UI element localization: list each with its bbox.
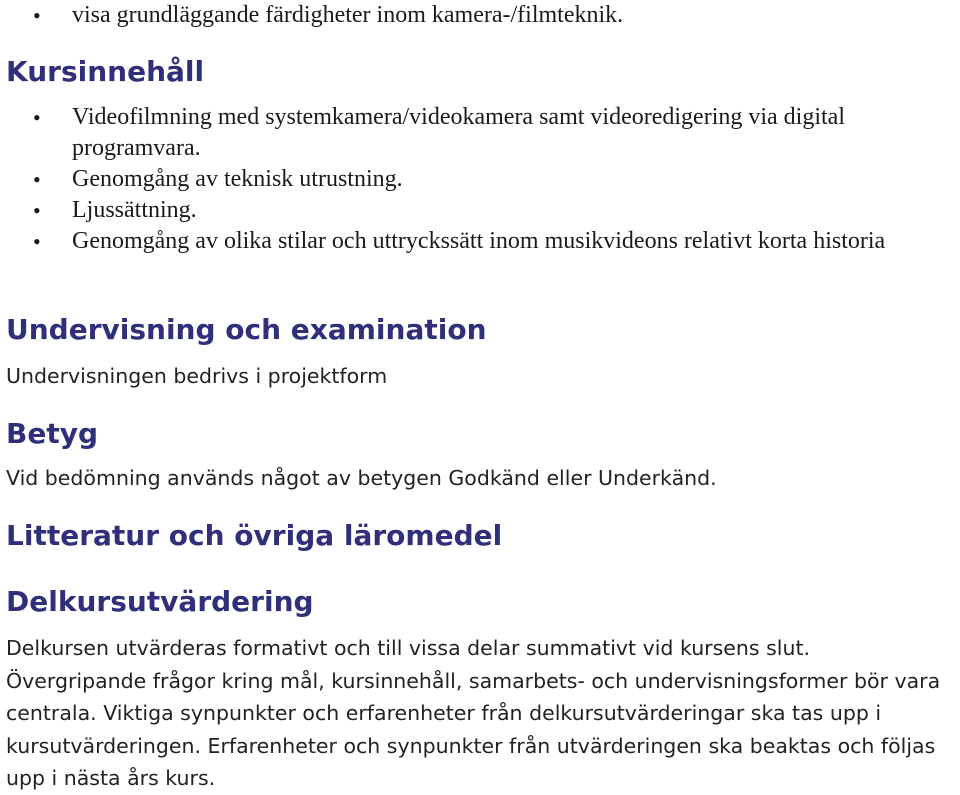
list-item: • Genomgång av teknisk utrustning. bbox=[0, 164, 960, 195]
list-item: • Ljussättning. bbox=[0, 195, 960, 226]
list-item: • visa grundläggande färdigheter inom kamera-/filmteknik. bbox=[0, 0, 960, 31]
delkursutvardering-text: Delkursen utvärderas formativt och till vissa delar summativt vid kursens slut. Övergripande frågor kring mål, kursinnehåll, samarbets- och undervisningsformer bör vara centrala. Viktiga synpunkter och erfarenheter från delkursutvärderingar ska tas upp i kursutvärderingen. Erfarenheter och synpunkter från utvärderingen ska beaktas och följas upp i nästa års kurs. bbox=[6, 636, 941, 790]
undervisning-text: Undervisningen bedrivs i projektform bbox=[6, 364, 388, 388]
section-heading-kursinnehall: Kursinnehåll bbox=[6, 55, 205, 88]
betyg-text: Vid bedömning används något av betygen Godkänd eller Underkänd. bbox=[6, 466, 717, 490]
goals-list bbox=[0, 0, 960, 31]
list-item: • Genomgång av olika stilar och uttryckssätt inom musikvideons relativt korta historia bbox=[0, 226, 960, 257]
list-item: • Videofilmning med systemkamera/videokamera samt videoredigering via digital programvara. bbox=[0, 102, 960, 164]
course-content-list bbox=[0, 102, 960, 257]
section-heading-undervisning: Undervisning och examination bbox=[6, 313, 487, 346]
section-heading-betyg: Betyg bbox=[6, 417, 99, 450]
section-heading-delkursutvardering: Delkursutvärdering bbox=[6, 585, 314, 618]
section-heading-litteratur: Litteratur och övriga läromedel bbox=[6, 519, 503, 552]
